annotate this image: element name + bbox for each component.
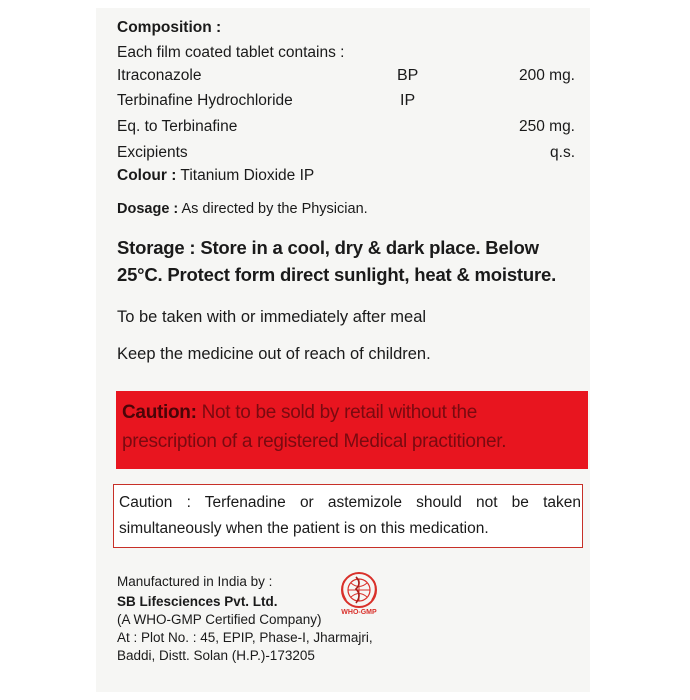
ingredient-row xyxy=(117,92,575,114)
caution-line-1: Not to be sold by retail without the xyxy=(196,402,478,423)
children-note: Keep the medicine out of reach of children. xyxy=(117,345,431,363)
address-line-2: Baddi, Distt. Solan (H.P.)-173205 xyxy=(117,648,315,663)
logo-caption: WHO-GMP xyxy=(341,609,377,616)
ingredient-name: Terbinafine Hydrochloride xyxy=(117,92,293,109)
caution-banner-text xyxy=(122,398,592,456)
meal-note: To be taken with or immediately after meal xyxy=(117,308,427,326)
certification: (A WHO-GMP Certified Company) xyxy=(117,612,322,627)
ingredient-row xyxy=(117,144,575,166)
company-name: SB Lifesciences Pvt. Ltd. xyxy=(117,594,278,609)
caution-line-2: prescription of a registered Medical practitioner. xyxy=(122,431,507,452)
colour-line xyxy=(117,167,314,185)
ingredient-standard: BP xyxy=(397,67,419,84)
interaction-warning-text: Caution : Terfenadine or astemizole should not be taken simultaneously when the patient is on this medication. xyxy=(119,494,581,537)
colour-value: Titanium Dioxide IP xyxy=(176,167,315,184)
dosage-line xyxy=(117,201,368,217)
ingredient-row xyxy=(117,67,575,89)
who-gmp-logo-icon xyxy=(336,569,382,625)
dosage-label: Dosage : xyxy=(117,201,179,217)
manufactured-by: Manufactured in India by : xyxy=(117,574,273,589)
composition-intro: Each film coated tablet contains : xyxy=(117,44,345,61)
ingredient-name: Eq. to Terbinafine xyxy=(117,118,238,135)
ingredient-quantity: 250 mg. xyxy=(518,118,575,135)
ingredient-row xyxy=(117,118,575,140)
colour-label: Colour : xyxy=(117,167,177,184)
ingredient-quantity: q.s. xyxy=(550,144,575,161)
dosage-value: As directed by the Physician. xyxy=(178,201,368,217)
ingredient-quantity: 200 mg. xyxy=(518,67,575,84)
ingredient-name: Itraconazole xyxy=(117,67,202,84)
interaction-warning-box xyxy=(113,484,583,548)
address-line-1: At : Plot No. : 45, EPIP, Phase-I, Jharmajri, xyxy=(117,630,373,645)
storage-text xyxy=(117,234,587,288)
ingredient-standard: IP xyxy=(400,92,416,109)
storage-line-2: 25°C. Protect form direct sunlight, heat & moisture. xyxy=(117,264,557,285)
composition-heading: Composition : xyxy=(117,19,222,36)
caution-banner xyxy=(116,391,588,469)
caution-label: Caution: xyxy=(122,402,197,423)
ingredient-name: Excipients xyxy=(117,144,188,161)
storage-line-1: Storage : Store in a cool, dry & dark place. Below xyxy=(117,237,539,258)
